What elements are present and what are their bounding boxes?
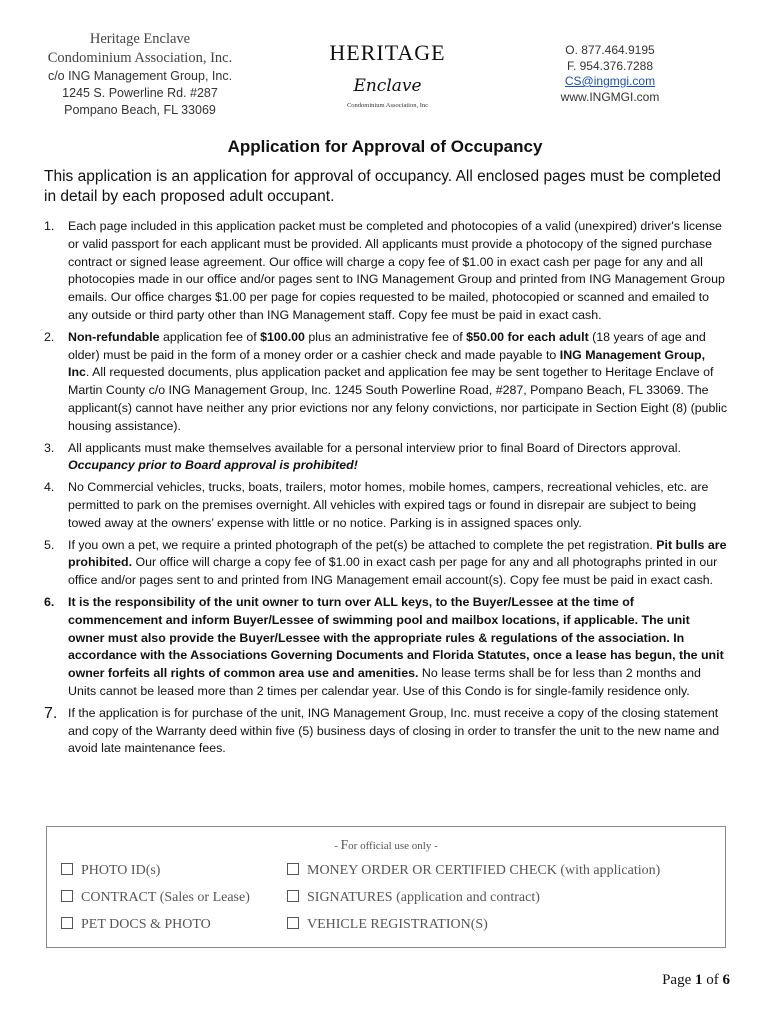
official-use-heading [47,837,725,853]
text: (18 years of age and older) must be paid in the form of a money order or a cashier check and made payable to [68,329,706,362]
association-name-line2: Condominium Association, Inc. [47,50,233,66]
list-item-6 [44,594,729,701]
bold-text: Pit bulls are prohibited. [68,537,727,570]
total-pages: 6 [722,972,730,988]
checkbox-money-order[interactable] [287,863,660,879]
office-phone: O. 877.464.9195 [565,43,655,57]
item-number: 6. [44,594,55,609]
bold-text: It is the responsibility of the unit owner to turn over ALL keys, to the Buyer/Lessee at the time of commencement and inform Buyer/Lessee of swimming pool and mailbox locations, if applicable. The unit owner must also provide the Buyer/Lessee with the appropriate rules & regulations of the association. In accordance with the Associations Governing Documents and Florida Statutes, once a lease has begun, the unit owner forfeits all rights of common area use and amenities. [68,594,724,681]
bold-text: $100.00 [260,329,305,344]
bold-text: Non-refundable [68,329,160,344]
item-text [68,329,729,436]
checkbox-label: CONTRACT (Sales or Lease) [81,890,250,905]
heritage-enclave-logo [305,40,470,109]
item-text [68,537,729,590]
list-item-5 [44,537,729,590]
heading-dash: - [334,840,341,852]
association-address-block [40,30,240,119]
list-item-2 [44,329,729,436]
heading-rest: or official use only - [348,840,438,852]
official-use-box [46,826,726,948]
item-number: 7. [44,704,58,722]
current-page: 1 [695,972,703,988]
item-number: 3. [44,440,55,455]
city-state-zip: Pompano Beach, FL 33069 [64,103,216,117]
checkbox-contract[interactable] [61,890,250,906]
association-name-line1: Heritage Enclave [89,31,191,47]
text: plus an administrative fee of [304,329,467,344]
text: No lease terms shall be for less than 2 months and Units cannot be leased more than 2 times per calendar year. Use of this Condo is for single-family residence only. [68,666,701,698]
item-number: 5. [44,537,55,552]
page-title: Application for Approval of Occupancy [227,137,543,156]
instructions-list [44,218,729,762]
checkbox-label: PHOTO ID(s) [81,863,161,878]
fax-number: F. 954.376.7288 [566,58,654,73]
street-address: 1245 S. Powerline Rd. #287 [62,86,218,100]
page-word: Page [662,972,695,988]
list-item-7 [44,705,729,758]
list-item-3 [44,440,729,476]
logo-name: HERITAGE [329,40,446,65]
emphasis-text: Occupancy prior to Board approval is prohibited! [68,458,358,473]
item-number: 1. [44,219,55,233]
text: application fee of [159,329,261,344]
checkbox-square-icon [287,917,299,929]
list-item-4 [44,479,729,532]
bold-text: ING Management Group, Inc [68,347,706,380]
checkbox-square-icon [61,863,73,875]
text: All applicants must make themselves available for a personal interview prior to final Board of Directors approval. [68,440,681,455]
checkbox-label: PET DOCS & PHOTO [81,917,211,932]
bold-text: $50.00 for each adult [466,329,589,344]
heading-cap: F [340,837,349,852]
website: www.INGMGI.com [560,89,660,104]
text: . All requested documents, plus application packet and application fee may be sent together to Heritage Enclave of Martin County c/o ING Management Group, Inc. 1245 South Powerline Road, #287, Pompano Beach, FL 33069. The applicant(s) cannot have neither any prior evictions nor any felony convictions, nor participate in Section Eight (8) (public housing assistance). [68,365,728,433]
checkbox-signatures[interactable] [287,890,540,906]
email-link[interactable]: CS@ingmgi.com [564,74,656,88]
page-number [620,972,730,989]
item-text [68,594,729,701]
checkbox-square-icon [61,917,73,929]
checkbox-square-icon [61,890,73,902]
item-text: If the application is for purchase of the unit, ING Management Group, Inc. must receive a copy of the closing statement and copy of the Warranty deed within five (5) business days of closing in order to transfer the unit to the new name and avoid late maintenance fees. [68,705,720,756]
text: If you own a pet, we require a printed photograph of the pet(s) be attached to complete the pet registration. [68,537,657,552]
checkbox-photo-id[interactable] [61,863,160,879]
logo-tagline: Condominium Association, Inc [346,102,429,109]
checkbox-square-icon [287,890,299,902]
list-item-1 [44,218,729,325]
text: Our office will charge a copy fee of $1.00 in exact cash per page for any and all photographs printed in our office and/or pages sent to and printed from ING Management email account(s). Copy fee must be paid in exact cash. [68,555,718,588]
item-number: 2. [44,329,55,344]
checkbox-vehicle-registration[interactable] [287,917,488,933]
contact-block [540,43,680,105]
item-number: 4. [44,480,55,495]
item-text: Each page included in this application packet must be completed and photocopies of a valid (unexpired) driver's license or valid passport for each applicant must be provided. All applicants must provide a photocopy of the signed purchase contract or signed lease agreement. Our office will charge a copy fee of $1.00 in exact cash per page for any and all photocopies made in our office and/or pages sent to ING Management Group and printed from ING Management Group emails. Our office charges $1.00 per page for copies requested to be mailed, photocopied or scanned and emailed to any outside or third party other than ING Management staff. Copy fee must be paid in exact cash. [68,219,725,322]
logo-script: Enclave [353,76,422,96]
checkbox-label: SIGNATURES (application and contract) [307,890,540,905]
checkbox-square-icon [287,863,299,875]
item-text [68,440,729,476]
checkbox-label: MONEY ORDER OR CERTIFIED CHECK (with application) [307,863,661,878]
checkbox-pet-docs[interactable] [61,917,211,933]
management-company: c/o ING Management Group, Inc. [47,69,233,83]
checkbox-label: VEHICLE REGISTRATION(S) [307,917,488,932]
intro-paragraph: This application is an application for approval of occupancy. All enclosed pages must be completed in detail by each proposed adult occupant. [44,168,721,205]
of-word: of [702,972,723,988]
item-text: No Commercial vehicles, trucks, boats, trailers, motor homes, mobile homes, campers, recreational vehicles, etc. are permitted to park on the premises overnight. All vehicles with expired tags or found in disrepair are subject to being towed away at the owners’ expense with little or no notice. Parking is in assigned spaces only. [68,480,709,530]
